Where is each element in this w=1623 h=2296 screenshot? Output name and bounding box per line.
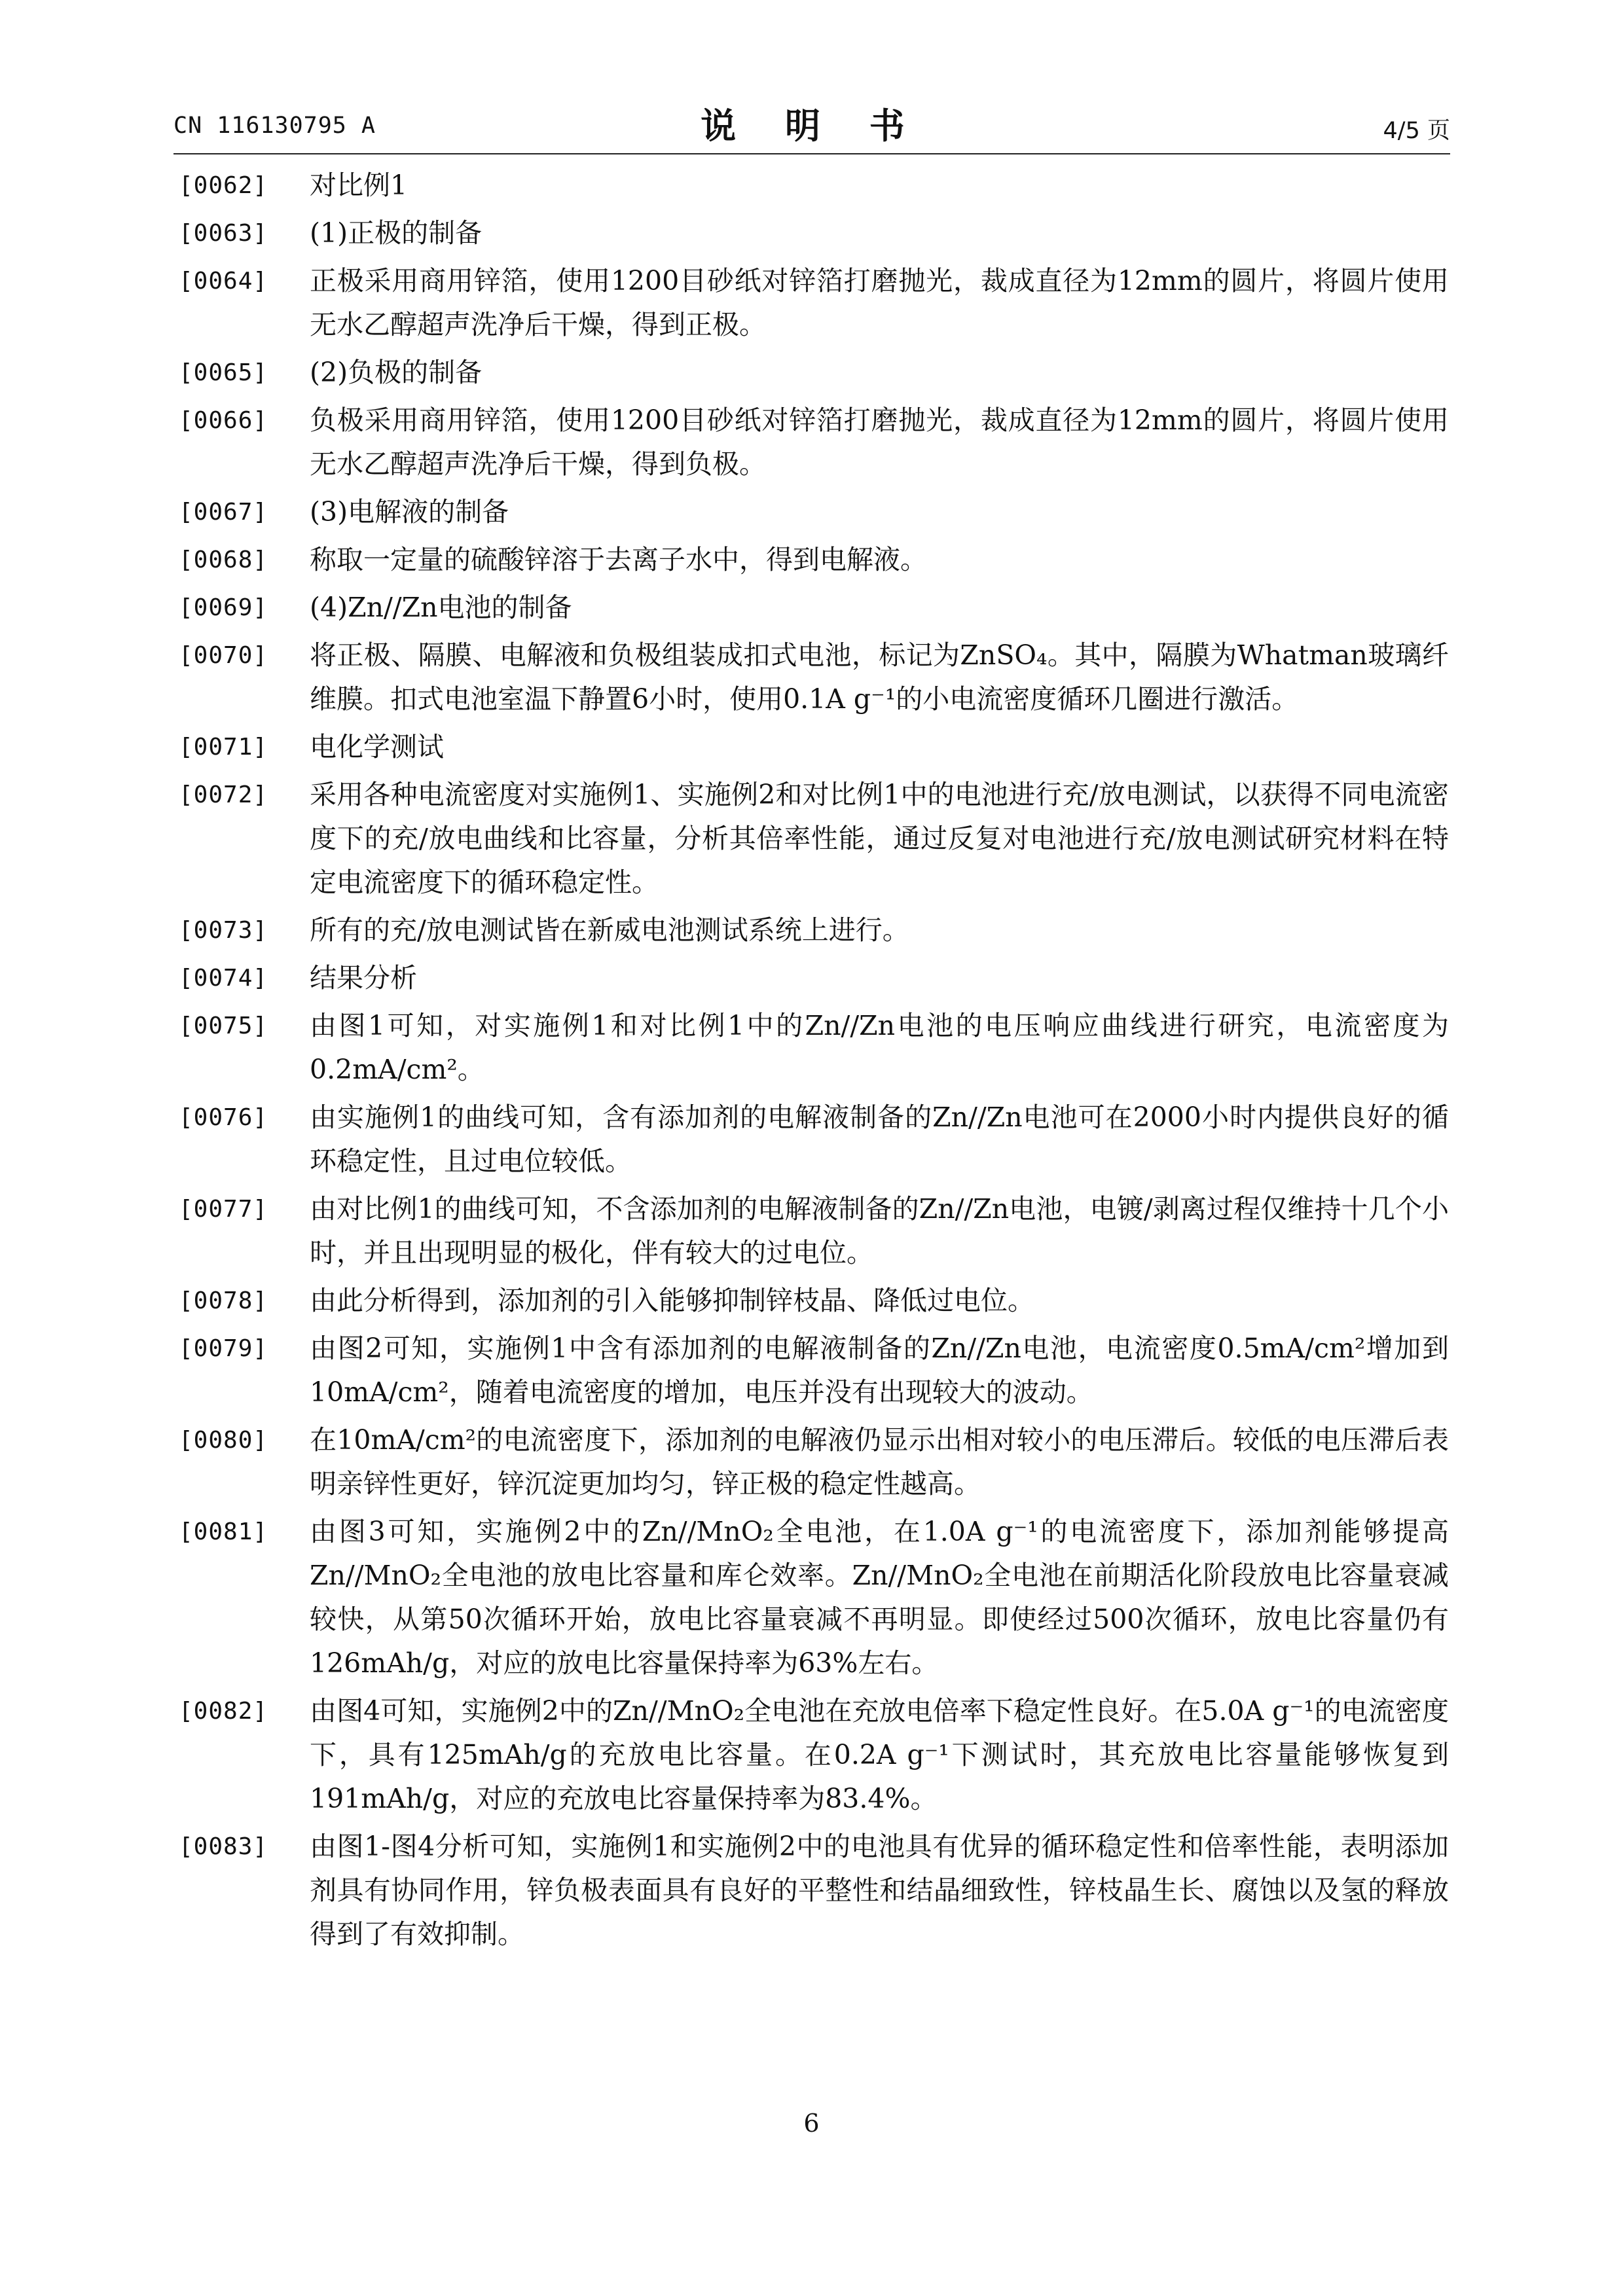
paragraph-text: 由此分析得到，添加剂的引入能够抑制锌枝晶、降低过电位。: [310, 1285, 1034, 1316]
paragraph-text: 由对比例1的曲线可知，不含添加剂的电解液制备的Zn//Zn电池，电镀/剥离过程仅维持十几个小时，并且出现明显的极化，伴有较大的过电位。: [310, 1193, 1449, 1268]
paragraph: [179, 1187, 1449, 1275]
paragraph-text: 正极采用商用锌箔，使用1200目砂纸对锌箔打磨抛光，裁成直径为12mm的圆片，将圆片使用无水乙醇超声洗净后干燥，得到正极。: [310, 265, 1449, 340]
paragraph-number: [0071]: [179, 734, 268, 761]
paragraph-number: [0079]: [179, 1335, 268, 1362]
paragraph-text: (2)负极的制备: [310, 357, 483, 388]
paragraph: [179, 773, 1449, 905]
paragraph-number: [0074]: [179, 965, 268, 992]
paragraph-number: [0078]: [179, 1287, 268, 1314]
paragraph: [179, 1510, 1449, 1685]
paragraph-number: [0062]: [179, 172, 268, 199]
paragraph: [179, 1327, 1449, 1414]
paragraph-number: [0063]: [179, 220, 268, 247]
paragraph-text: 结果分析: [310, 962, 417, 994]
paragraph-text: 由图1可知，对实施例1和对比例1中的Zn//Zn电池的电压响应曲线进行研究，电流密度为0.2mA/cm²。: [310, 1010, 1449, 1085]
paragraph-number: [0077]: [179, 1196, 268, 1223]
paragraph-text: 由图4可知，实施例2中的Zn//MnO₂全电池在充放电倍率下稳定性良好。在5.0A g⁻¹的电流密度下，具有125mAh/g的充放电比容量。在0.2A g⁻¹下测试时，其充放电比容量能够恢复到191mAh/g，对应的充放电比容量保持率为83.4%。: [310, 1695, 1449, 1814]
paragraph-text: (1)正极的制备: [310, 217, 483, 249]
paragraph-text: 由图3可知，实施例2中的Zn//MnO₂全电池，在1.0A g⁻¹的电流密度下，添加剂能够提高Zn//MnO₂全电池的放电比容量和库仑效率。Zn//MnO₂全电池在前期活化阶段放电比容量衰减较快，从第50次循环开始，放电比容量衰减不再明显。即使经过500次循环，放电比容量仍有126mAh/g，对应的放电比容量保持率为63%左右。: [310, 1516, 1449, 1679]
paragraph: [179, 908, 1449, 952]
paragraph-text: 将正极、隔膜、电解液和负极组装成扣式电池，标记为ZnSO₄。其中，隔膜为Whatman玻璃纤维膜。扣式电池室温下静置6小时，使用0.1A g⁻¹的小电流密度循环几圈进行激活。: [310, 639, 1449, 715]
paragraph: [179, 1004, 1449, 1092]
paragraph: [179, 586, 1449, 630]
paragraph-text: 所有的充/放电测试皆在新威电池测试系统上进行。: [310, 914, 909, 946]
page-header: [173, 98, 1450, 151]
paragraph-text: 电化学测试: [310, 731, 444, 762]
paragraph: [179, 211, 1449, 255]
page-indicator: 4/5 页: [1383, 118, 1450, 144]
paragraph: [179, 1689, 1449, 1821]
paragraph: [179, 399, 1449, 486]
paragraph: [179, 725, 1449, 769]
paragraph-text: 负极采用商用锌箔，使用1200目砂纸对锌箔打磨抛光，裁成直径为12mm的圆片，将圆片使用无水乙醇超声洗净后干燥，得到负极。: [310, 404, 1449, 480]
paragraph-number: [0081]: [179, 1518, 268, 1545]
paragraph-text: 在10mA/cm²的电流密度下，添加剂的电解液仍显示出相对较小的电压滞后。较低的电压滞后表明亲锌性更好，锌沉淀更加均匀，锌正极的稳定性越高。: [310, 1424, 1449, 1499]
paragraph-number: [0067]: [179, 499, 268, 526]
paragraph-number: [0065]: [179, 359, 268, 386]
paragraph-number: [0073]: [179, 917, 268, 944]
header-rule: [173, 153, 1450, 154]
paragraph-number: [0072]: [179, 781, 268, 808]
paragraph-number: [0069]: [179, 594, 268, 621]
paragraph-number: [0080]: [179, 1427, 268, 1454]
paragraph: [179, 538, 1449, 582]
publication-number: CN 116130795 A: [173, 113, 376, 139]
paragraph-text: (4)Zn//Zn电池的制备: [310, 592, 572, 623]
paragraph-number: [0075]: [179, 1013, 268, 1039]
page-number: 6: [803, 2109, 820, 2138]
paragraph-number: [0066]: [179, 407, 268, 434]
paragraph-number: [0070]: [179, 642, 268, 669]
paragraph-number: [0068]: [179, 547, 268, 573]
paragraph-text: 对比例1: [310, 170, 408, 201]
paragraph: [179, 1279, 1449, 1323]
paragraph: [179, 1096, 1449, 1183]
paragraph: [179, 490, 1449, 534]
paragraph-text: 称取一定量的硫酸锌溶于去离子水中，得到电解液。: [310, 544, 927, 575]
paragraph-text: (3)电解液的制备: [310, 496, 509, 528]
paragraph-number: [0076]: [179, 1104, 268, 1131]
paragraph-number: [0064]: [179, 268, 268, 295]
paragraph-number: [0083]: [179, 1833, 268, 1860]
paragraph: [179, 351, 1449, 395]
paragraph: [179, 164, 1449, 207]
paragraph: [179, 634, 1449, 721]
document-title: 说 明 书: [701, 105, 923, 147]
paragraph-number: [0082]: [179, 1698, 268, 1725]
paragraph: [179, 1825, 1449, 1956]
paragraph-text: 由图1-图4分析可知，实施例1和实施例2中的电池具有优异的循环稳定性和倍率性能，表明添加剂具有协同作用，锌负极表面具有良好的平整性和结晶细致性，锌枝晶生长、腐蚀以及氢的释放得到了有效抑制。: [310, 1831, 1449, 1950]
paragraph: [179, 956, 1449, 1000]
paragraph-text: 由实施例1的曲线可知，含有添加剂的电解液制备的Zn//Zn电池可在2000小时内提供良好的循环稳定性，且过电位较低。: [310, 1102, 1449, 1177]
paragraph-text: 由图2可知，实施例1中含有添加剂的电解液制备的Zn//Zn电池，电流密度0.5mA/cm²增加到10mA/cm²，随着电流密度的增加，电压并没有出现较大的波动。: [310, 1333, 1449, 1408]
paragraph: [179, 259, 1449, 347]
paragraph-text: 采用各种电流密度对实施例1、实施例2和对比例1中的电池进行充/放电测试，以获得不同电流密度下的充/放电曲线和比容量，分析其倍率性能，通过反复对电池进行充/放电测试研究材料在特定电流密度下的循环稳定性。: [310, 779, 1449, 898]
paragraph: [179, 1418, 1449, 1506]
description-body: [179, 164, 1449, 1960]
